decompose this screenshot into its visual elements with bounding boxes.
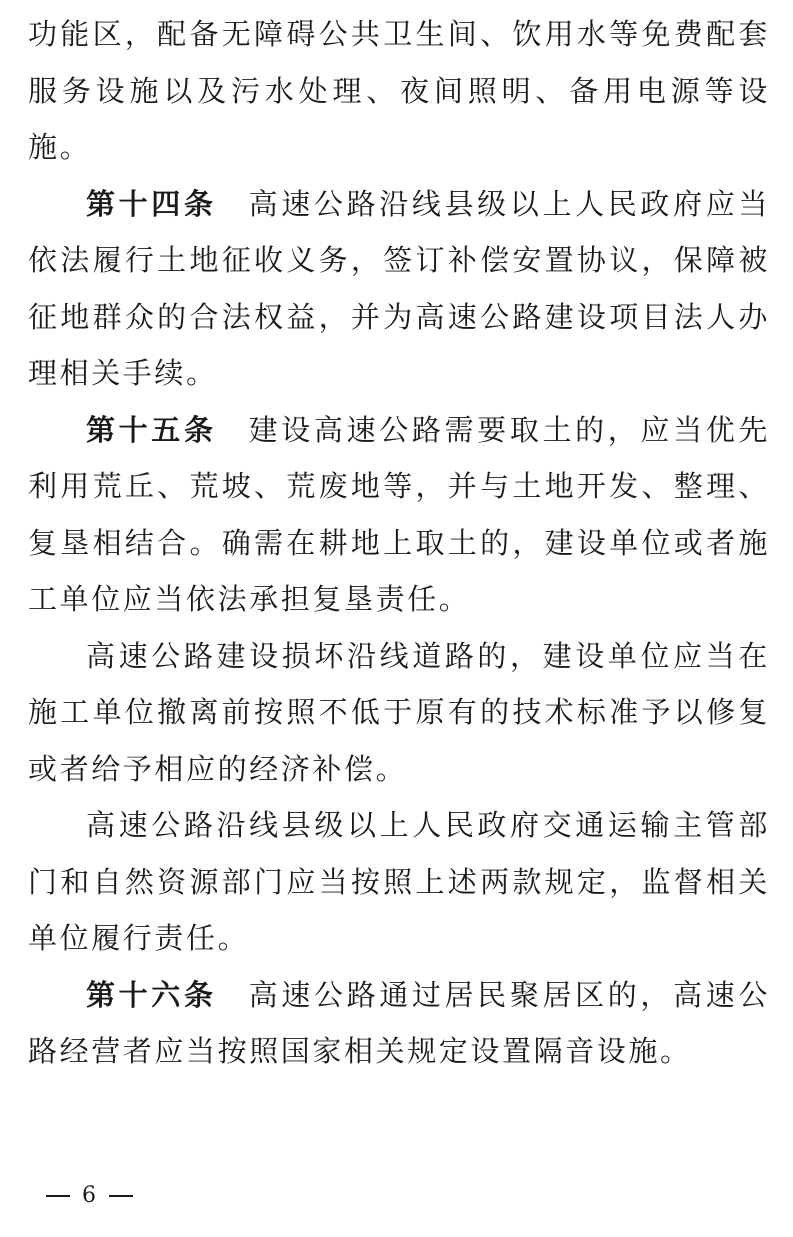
page-footer — [34, 1183, 145, 1208]
paragraph-text: 高速公路沿线县级以上人民政府交通运输主管部门和自然资源部门应当按照上述两款规定，监督相关单位履行责任。 — [28, 808, 770, 955]
article-number: 第十五条 — [86, 412, 217, 447]
article-number: 第十六条 — [86, 977, 217, 1012]
article-number: 第十四条 — [86, 186, 217, 221]
article-15-clause-2 — [28, 628, 770, 798]
footer-dash-right — [109, 1195, 133, 1197]
article-16-paragraph — [28, 967, 770, 1080]
article-14-paragraph — [28, 176, 770, 402]
page-number: 6 — [82, 1183, 97, 1208]
paragraph-text: 建设高速公路需要取土的，应当优先利用荒丘、荒坡、荒废地等，并与土地开发、整理、复垦相结合。确需在耕地上取土的，建设单位或者施工单位应当依法承担复垦责任。 — [28, 412, 770, 616]
paragraph-text: 功能区，配备无障碍公共卫生间、饮用水等免费配套服务设施以及污水处理、夜间照明、备用电源等设施。 — [28, 17, 770, 164]
paragraph-text: 高速公路建设损坏沿线道路的，建设单位应当在施工单位撤离前按照不低于原有的技术标准予以修复或者给予相应的经济补偿。 — [28, 638, 770, 786]
paragraph-text: 高速公路沿线县级以上人民政府应当依法履行土地征收义务，签订补偿安置协议，保障被征地群众的合法权益，并为高速公路建设项目法人办理相关手续。 — [28, 186, 770, 390]
footer-dash-left — [46, 1195, 70, 1197]
document-page — [28, 6, 770, 1080]
article-15-paragraph — [28, 402, 770, 628]
article-15-clause-3 — [28, 797, 770, 967]
paragraph-continuation — [28, 6, 770, 176]
paragraph-text: 高速公路通过居民聚居区的，高速公路经营者应当按照国家相关规定设置隔音设施。 — [28, 977, 770, 1068]
